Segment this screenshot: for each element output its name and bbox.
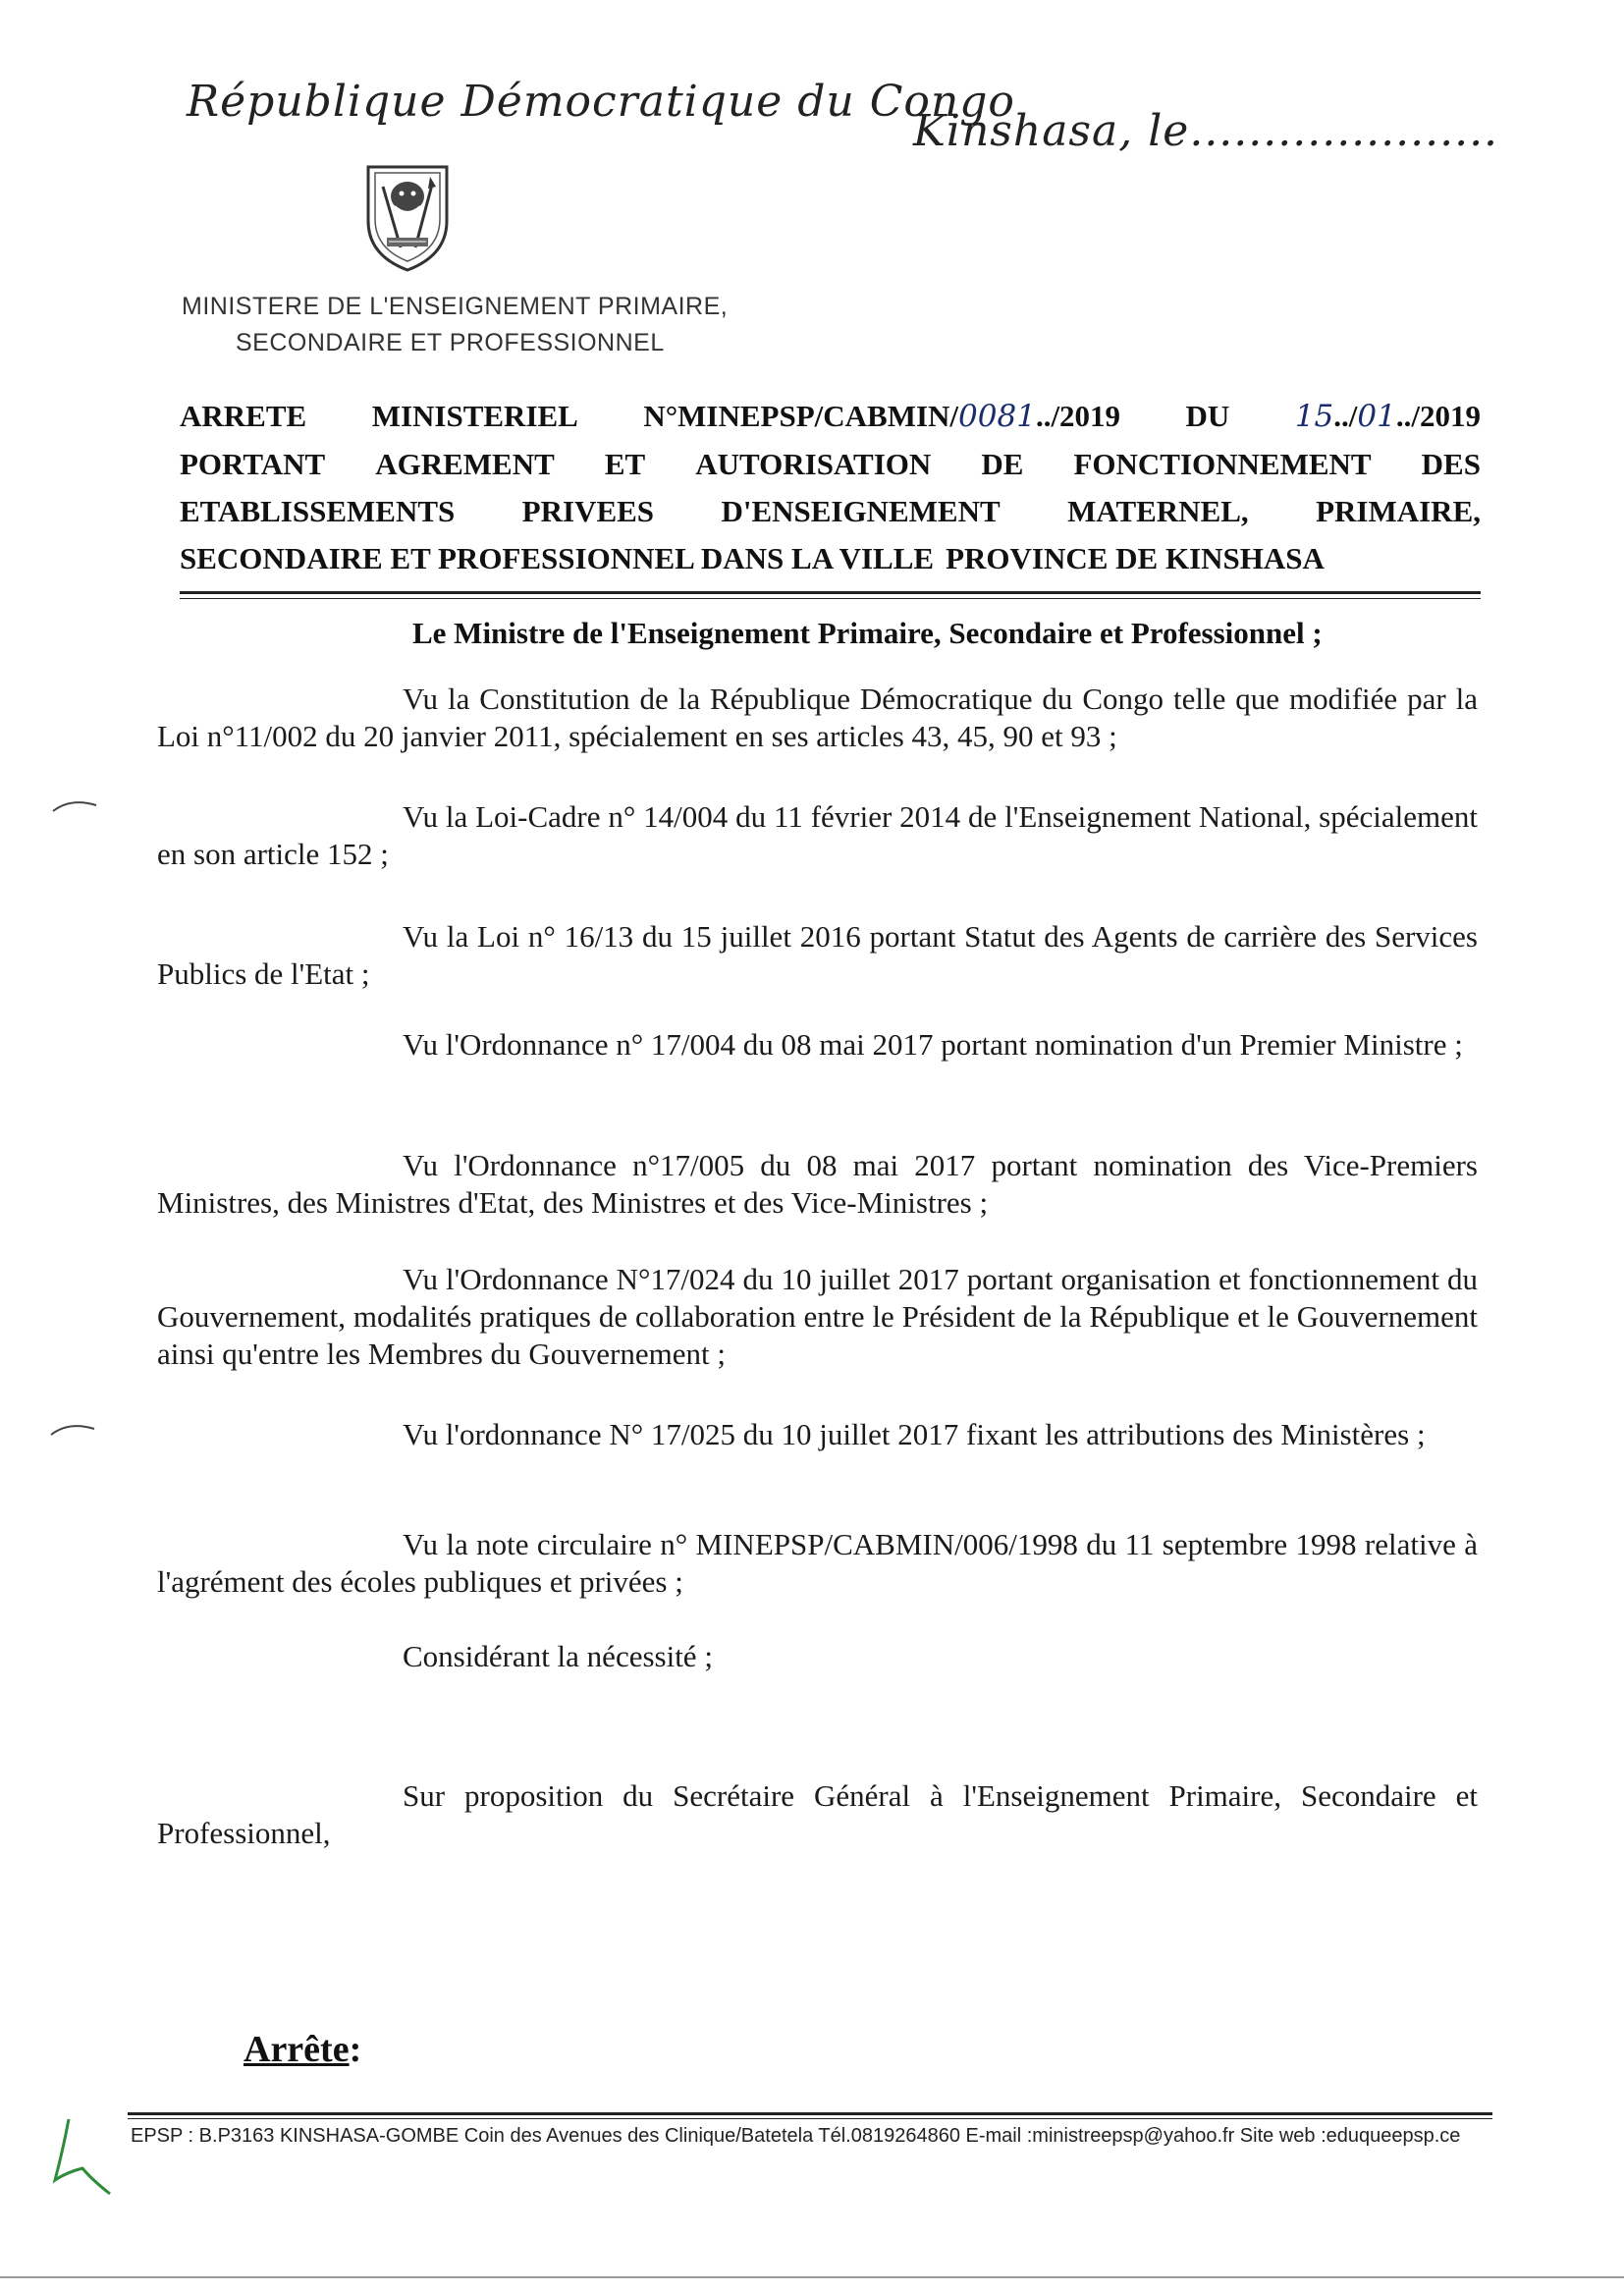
title-word: AGREMENT <box>375 447 555 481</box>
date-separator: ../ <box>1333 399 1358 433</box>
title-word: MATERNEL, <box>1067 494 1249 528</box>
title-word: ETABLISSEMENTS <box>180 494 456 528</box>
handwritten-month: 01 <box>1357 399 1396 434</box>
title-word: D'ENSEIGNEMENT <box>721 494 1001 528</box>
recital-paragraph: Vu l'Ordonnance n°17/005 du 08 mai 2017 portant nomination des Vice-Premiers Ministres, des Ministres d'Etat, des Ministres et des Vice-Ministres ; <box>157 1148 1478 1220</box>
title-divider-thick <box>180 591 1481 594</box>
title-word: PROVINCE DE KINSHASA <box>946 541 1325 575</box>
title-word: ../2019 <box>1035 399 1121 433</box>
decree-number <box>643 399 1120 434</box>
title-word: ARRETE <box>180 399 307 433</box>
handwritten-decree-number: 0081 <box>958 399 1036 434</box>
title-word: FONCTIONNEMENT <box>1073 447 1372 481</box>
arrete-colon: : <box>349 2029 362 2070</box>
title-word: ../2019 <box>1395 399 1481 433</box>
margin-hole-mark <box>49 1419 98 1439</box>
handwritten-initial-mark <box>39 2111 128 2200</box>
coat-of-arms-emblem <box>353 157 461 275</box>
ministry-name-line1: MINISTERE DE L'ENSEIGNEMENT PRIMAIRE, <box>182 293 729 320</box>
recital-paragraph: Vu la note circulaire n° MINEPSP/CABMIN/006/1998 du 11 septembre 1998 relative à l'agrément des écoles publiques et privées ; <box>157 1527 1478 1599</box>
decree-title-line3 <box>180 494 1481 529</box>
title-word: PRIVEES <box>521 494 655 528</box>
decree-title-line2 <box>180 447 1481 482</box>
arrete-heading <box>244 2028 361 2071</box>
recital-paragraph: Vu l'Ordonnance n° 17/004 du 08 mai 2017 portant nomination d'un Premier Ministre ; <box>403 1027 1463 1062</box>
title-divider-thin <box>180 598 1481 599</box>
decree-date <box>1295 399 1481 434</box>
footer-divider-thin <box>128 2118 1492 2119</box>
scan-edge <box>0 2276 1624 2278</box>
title-word: ET <box>604 447 646 481</box>
recital-paragraph: Vu l'Ordonnance N°17/024 du 10 juillet 2017 portant organisation et fonctionnement du Gouvernement, modalités pratiques de collaboration entre le Président de la République et le Gouvernement ainsi qu'entre les Membres du Gouvernement ; <box>157 1262 1478 1371</box>
title-word: PRIMAIRE, <box>1316 494 1481 528</box>
ministry-name-line2: SECONDAIRE ET PROFESSIONNEL <box>236 329 665 356</box>
recital-paragraph: Considérant la nécessité ; <box>403 1639 713 1673</box>
recital-paragraph: Sur proposition du Secrétaire Général à l'Enseignement Primaire, Secondaire et Professionnel, <box>157 1778 1478 1850</box>
recital-paragraph: Vu la Loi n° 16/13 du 15 juillet 2016 portant Statut des Agents de carrière des Services Publics de l'Etat ; <box>157 919 1478 991</box>
recital-paragraph: Vu l'ordonnance N° 17/025 du 10 juillet 2017 fixant les attributions des Ministères ; <box>403 1417 1426 1451</box>
decree-title-line4 <box>180 541 1481 576</box>
footer-contact: EPSP : B.P3163 KINSHASA-GOMBE Coin des Avenues des Clinique/Batetela Tél.0819264860 E-mail :ministreepsp@yahoo.fr Site web :eduqueepsp.ce <box>131 2125 1461 2147</box>
title-word: PORTANT <box>180 447 326 481</box>
minister-heading: Le Ministre de l'Enseignement Primaire, Secondaire et Professionnel ; <box>412 616 1323 650</box>
header-republic: République Démocratique du Congo <box>187 77 1015 127</box>
handwritten-day: 15 <box>1294 399 1334 434</box>
title-word: DU <box>1185 399 1230 433</box>
recital-paragraph: Vu la Constitution de la République Démocratique du Congo telle que modifiée par la Loi n°11/002 du 20 janvier 2011, spécialement en ses articles 43, 45, 90 et 93 ; <box>157 682 1478 753</box>
title-word: DES <box>1421 447 1481 481</box>
recital-paragraph: Vu la Loi-Cadre n° 14/004 du 11 février 2014 de l'Enseignement National, spécialement en son article 152 ; <box>157 799 1478 871</box>
arrete-word: Arrête <box>244 2029 350 2070</box>
margin-hole-mark <box>51 795 100 815</box>
footer-divider-thick <box>128 2112 1492 2115</box>
title-word: N°MINEPSP/CABMIN/ <box>643 399 959 433</box>
title-word: MINISTERIEL <box>371 399 578 433</box>
title-word: SECONDAIRE ET PROFESSIONNEL DANS LA VILLE <box>180 541 935 575</box>
decree-title-line1 <box>180 399 1481 434</box>
title-word: DE <box>981 447 1024 481</box>
title-word: AUTORISATION <box>695 447 932 481</box>
header-place-date: Kinshasa, le..................... <box>913 106 1499 156</box>
